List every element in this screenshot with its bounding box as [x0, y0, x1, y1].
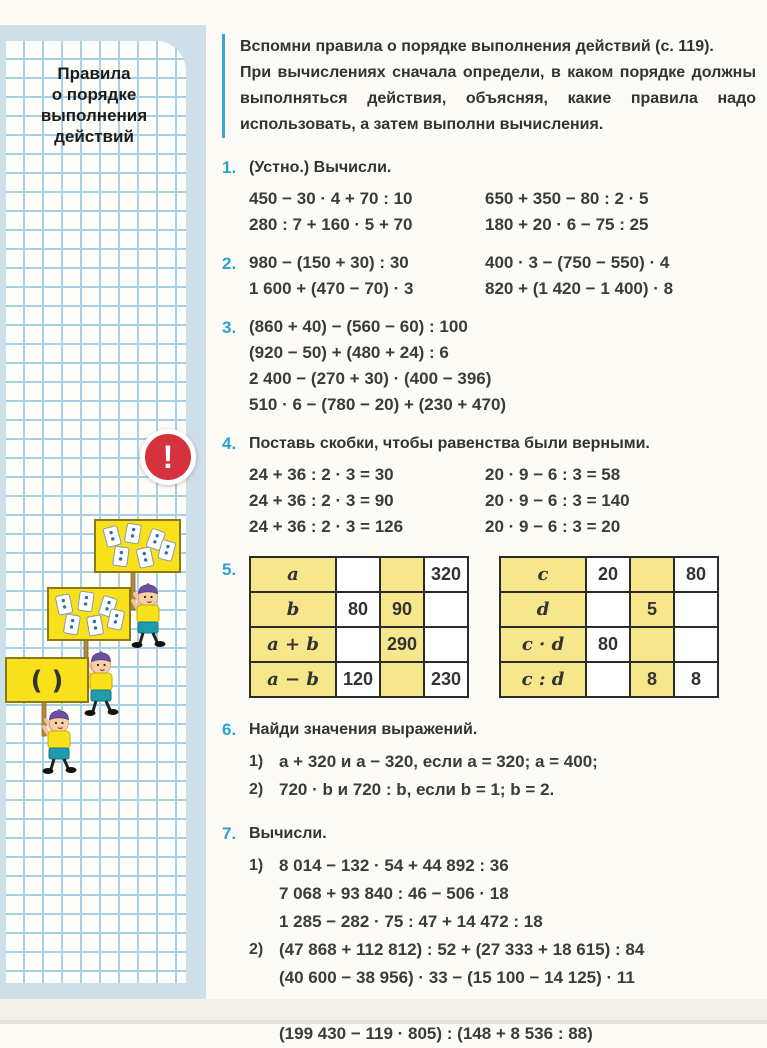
- intro-paragraph-1: Вспомни правила о порядке выполнения действий (с. 119).: [240, 38, 714, 55]
- table-cell: [674, 592, 718, 627]
- exercise-3: [222, 314, 756, 418]
- expression-line: 1 285 − 282 · 75 : 47 + 14 472 : 18: [279, 912, 543, 931]
- table-cell: 320: [424, 557, 468, 592]
- expression-line: 24 + 36 : 2 · 3 = 90: [249, 491, 394, 510]
- table-cell: [630, 627, 674, 662]
- exercise-2: [222, 250, 756, 302]
- table-cell: 80: [336, 592, 380, 627]
- exercise-title: Поставь скобки, чтобы равенства были верными.: [249, 435, 650, 452]
- exercise-number: 3.: [222, 318, 237, 337]
- table-header-cell: b: [250, 592, 336, 627]
- kid-3: [43, 709, 77, 774]
- expression-line: 7 068 + 93 840 : 46 − 506 · 18: [279, 884, 509, 903]
- exercise-5: [222, 556, 756, 698]
- expression-line: 450 − 30 · 4 + 70 : 10: [249, 189, 413, 208]
- expression-line: 720 · b и 720 : b, если b = 1; b = 2.: [279, 780, 555, 799]
- table-header-cell: c: [500, 557, 586, 592]
- expression-line: (199 430 − 119 · 805) : (148 + 8 536 : 88): [279, 1024, 593, 1043]
- table-header-cell: d: [500, 592, 586, 627]
- intro-paragraph-2: При вычислениях сначала определи, в каком порядке должны выполняться действия, объясняя, какие правила надо использовать, а затем выполни вычисления.: [240, 64, 756, 133]
- expression-line: 8 014 − 132 · 54 + 44 892 : 36: [279, 856, 509, 875]
- table-cell: [336, 627, 380, 662]
- expression-line: (860 + 40) − (560 − 60) : 100: [249, 317, 468, 336]
- exercise-title: (Устно.) Вычисли.: [249, 159, 392, 176]
- table-cell: 80: [586, 627, 630, 662]
- expression-line: (920 − 50) + (480 + 24) : 6: [249, 343, 449, 362]
- parentheses-text: ( ): [30, 666, 64, 696]
- page-title-line: о порядке: [51, 85, 137, 104]
- expression-line: (40 600 − 38 956) · 33 − (15 100 − 14 125) · 11: [279, 968, 635, 987]
- item-label: 2): [249, 941, 264, 958]
- table-cell: [336, 557, 380, 592]
- expression-line: 980 − (150 + 30) : 30: [249, 253, 409, 272]
- table-cell: [674, 627, 718, 662]
- expression-line: 1 600 + (470 − 70) · 3: [249, 279, 414, 298]
- expression-line: 650 + 350 − 80 : 2 · 5: [485, 189, 649, 208]
- expression-line: 400 · 3 − (750 − 550) · 4: [485, 253, 670, 272]
- page-bottom-edge: [0, 1020, 767, 1024]
- item-label: 1): [249, 857, 264, 874]
- table-cell: [630, 557, 674, 592]
- table-header-cell: a − b: [250, 662, 336, 697]
- table-cell: [586, 662, 630, 697]
- table-cell: 90: [380, 592, 424, 627]
- item-label: 1): [249, 753, 264, 770]
- exercise-number: 4.: [222, 434, 237, 453]
- expression-line: 24 + 36 : 2 · 3 = 126: [249, 517, 404, 536]
- table-header-cell: a + b: [250, 627, 336, 662]
- table-cell: [424, 592, 468, 627]
- exclamation-badge-icon: !: [140, 429, 196, 485]
- table-cell: [380, 557, 424, 592]
- table-cell: 120: [336, 662, 380, 697]
- table-cell: [380, 662, 424, 697]
- expression-line: 24 + 36 : 2 · 3 = 30: [249, 465, 394, 484]
- exercise-number: 1.: [222, 158, 237, 177]
- table-cell: 20: [586, 557, 630, 592]
- table-cell: [424, 627, 468, 662]
- page-title-line: выполнения: [40, 106, 148, 125]
- main-content: [222, 34, 756, 1048]
- expression-line: 180 + 20 · 6 − 75 : 25: [485, 215, 649, 234]
- page-title: [6, 63, 182, 147]
- kid-2: [85, 651, 119, 716]
- expression-line: 20 · 9 − 6 : 3 = 140: [485, 491, 630, 510]
- expression-line: 20 · 9 − 6 : 3 = 58: [485, 465, 621, 484]
- values-table-ab: [249, 556, 469, 698]
- kids-illustration: [0, 490, 206, 820]
- values-table-cd: [499, 556, 719, 698]
- kid-1: [132, 583, 166, 648]
- table-cell: 80: [674, 557, 718, 592]
- exercise-number: 2.: [222, 254, 237, 273]
- table-cell: 290: [380, 627, 424, 662]
- exercise-4: [222, 430, 756, 540]
- exercise-1: [222, 154, 756, 238]
- table-header-cell: c : d: [500, 662, 586, 697]
- table-cell: 8: [674, 662, 718, 697]
- exercise-number: 5.: [222, 560, 237, 579]
- page-title-line: действий: [54, 127, 134, 146]
- exercise-number: 6.: [222, 720, 237, 739]
- table-header-cell: c · d: [500, 627, 586, 662]
- exercise-title: Вычисли.: [249, 825, 327, 842]
- table-cell: 230: [424, 662, 468, 697]
- table-cell: [586, 592, 630, 627]
- expression-line: a + 320 и a − 320, если a = 320; a = 400;: [279, 752, 598, 771]
- page-title-line: Правила: [57, 64, 131, 83]
- expression-line: 280 : 7 + 160 · 5 + 70: [249, 215, 413, 234]
- sidebar: [0, 25, 206, 999]
- expression-line: 510 · 6 − (780 − 20) + (230 + 470): [249, 395, 507, 414]
- expression-line: 2 400 − (270 + 30) · (400 − 396): [249, 369, 492, 388]
- expression-line: 820 + (1 420 − 1 400) · 8: [485, 279, 674, 298]
- table-cell: 5: [630, 592, 674, 627]
- table-header-cell: a: [250, 557, 336, 592]
- expression-line: 20 · 9 − 6 : 3 = 20: [485, 517, 621, 536]
- exercise-title: Найди значения выражений.: [249, 721, 478, 738]
- intro-block: [222, 34, 756, 138]
- exercise-number: 7.: [222, 824, 237, 843]
- table-cell: 8: [630, 662, 674, 697]
- exercise-6: [222, 716, 756, 804]
- expression-line: (47 868 + 112 812) : 52 + (27 333 + 18 615) : 84: [279, 940, 645, 959]
- item-label: 2): [249, 781, 264, 798]
